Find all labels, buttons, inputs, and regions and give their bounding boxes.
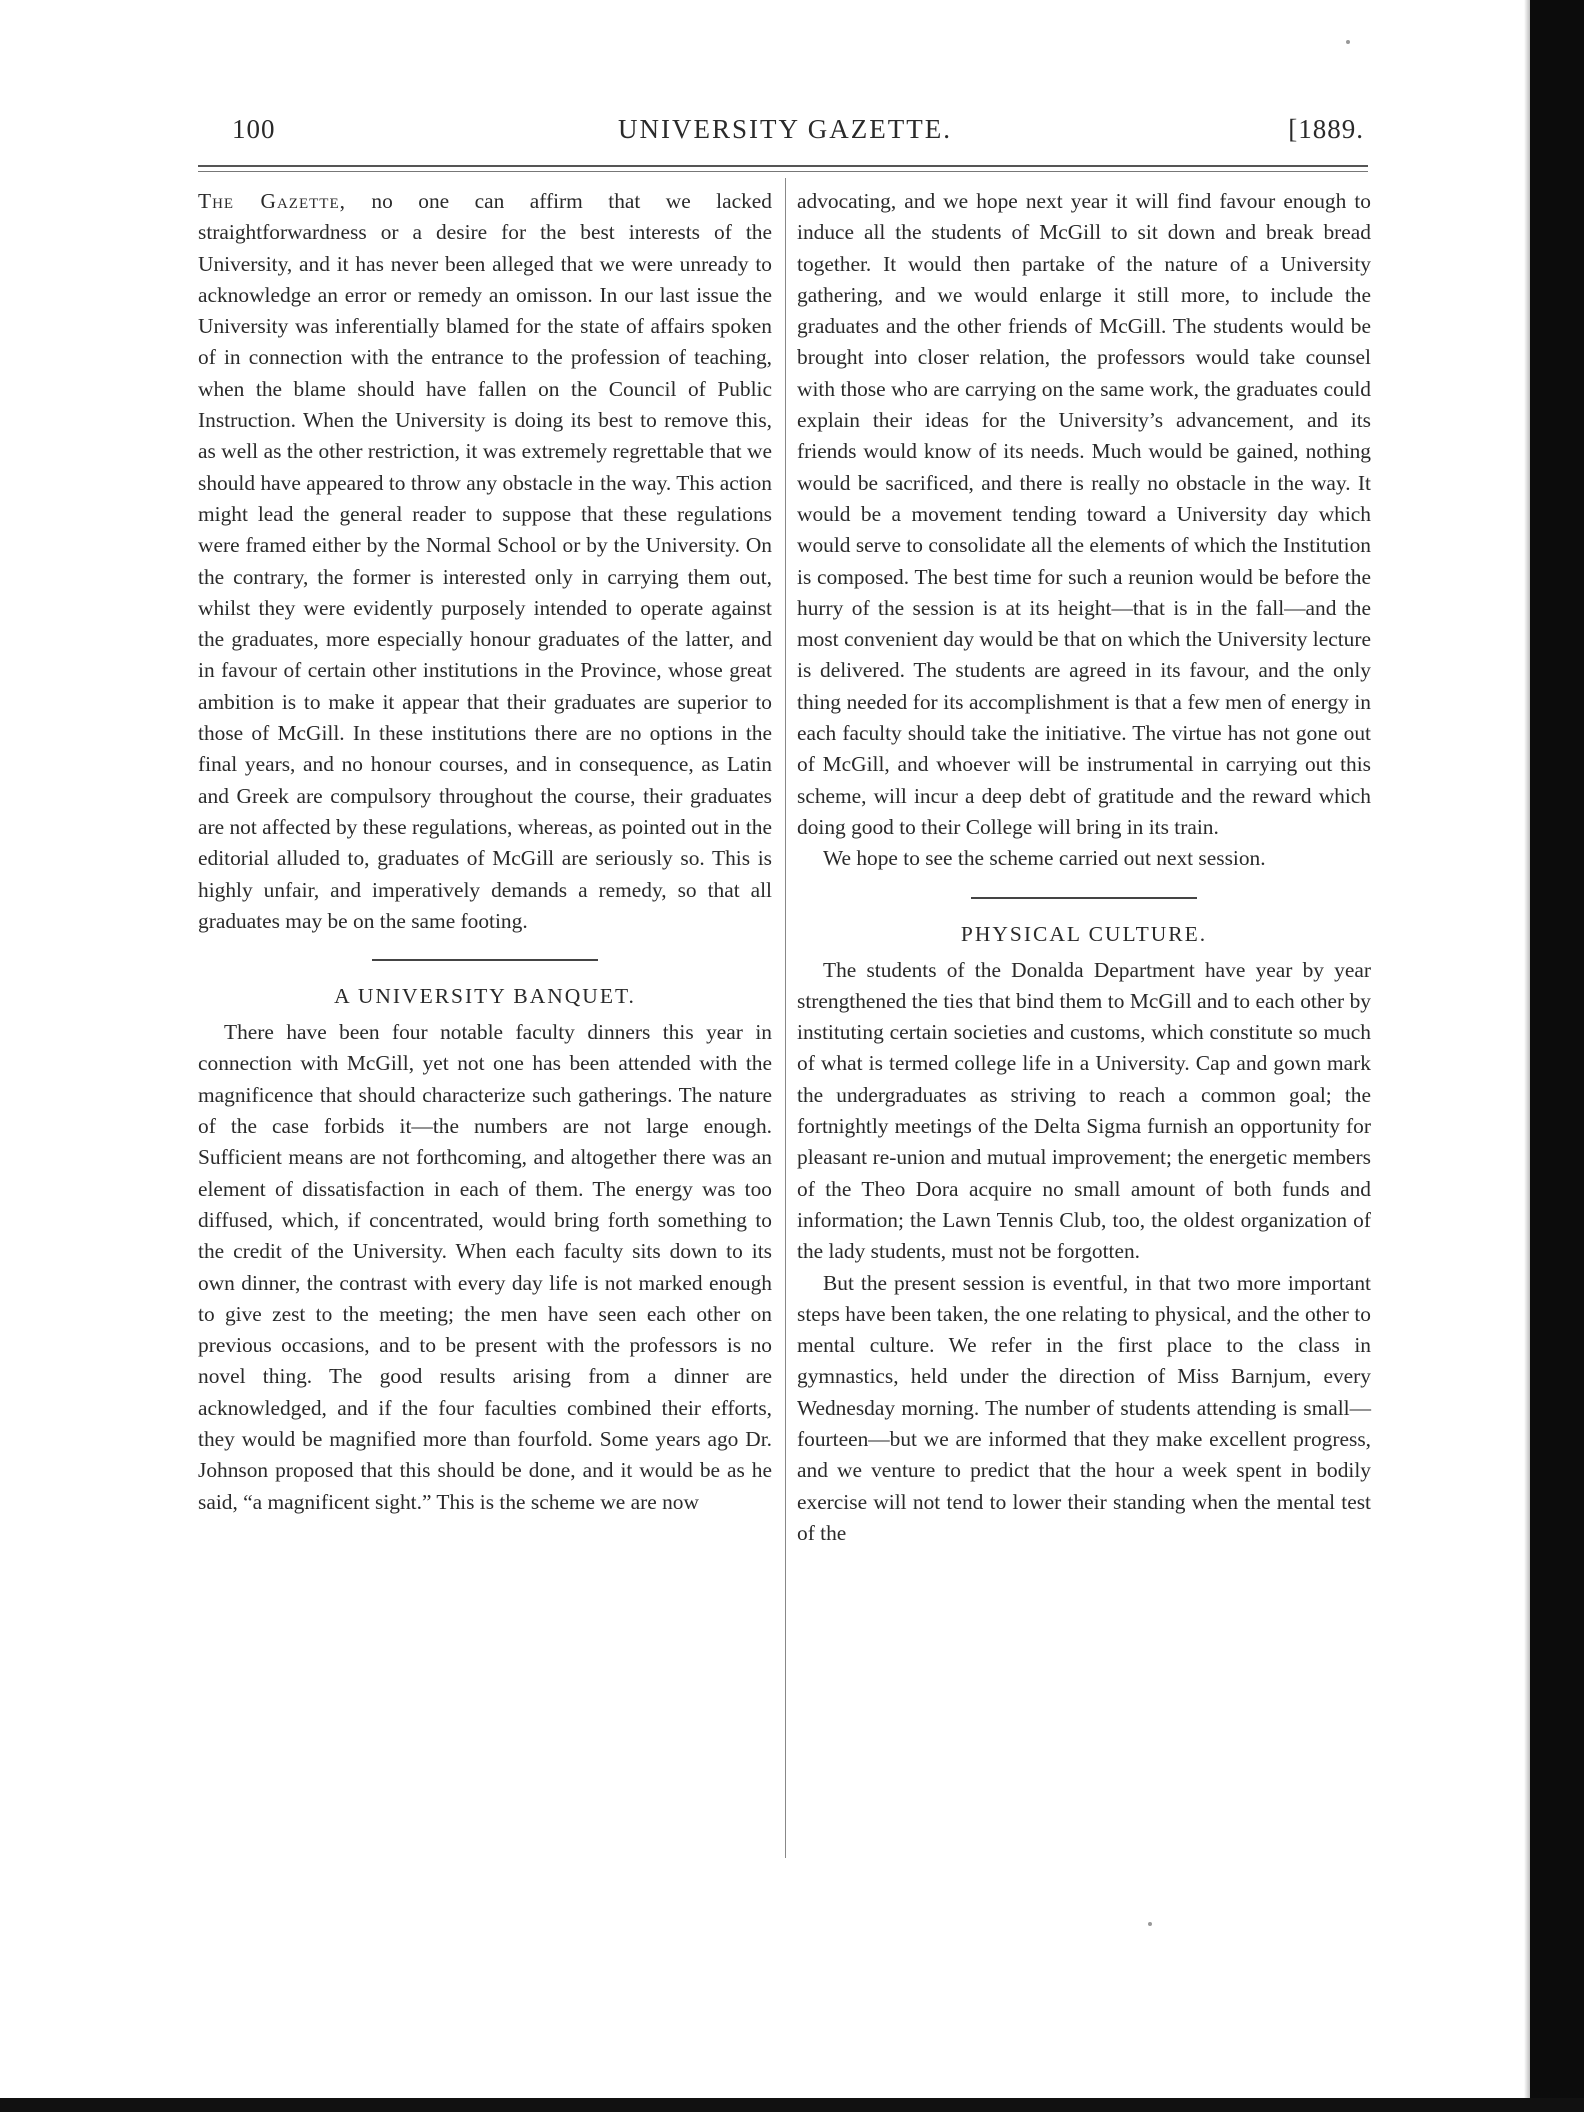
section-separator [971, 897, 1197, 899]
intro-lead: The Gazette, [198, 189, 346, 213]
intro-text: no one can affirm that we lacked straightforwardness or a desire for the best interests of the University, and it has never been alleged that we were unready to acknowledge an error or remedy an omisson. In our last issue the University was inferentially blamed for the state of affairs spoken of in connection with the entrance to the profession of teaching, when the blame should have fallen on the Council of Public Instruction. When the University is doing its best to remove this, as well as the other restriction, it was extremely regrettable that we should have appeared to throw any obstacle in the way. This action might lead the general reader to suppose that these regulations were framed either by the Normal School or by the University. On the contrary, the former is interested only in carrying them out, whilst they were evidently purposely intended to operate against the graduates, more especially honour graduates of the latter, and in favour of certain other institutions in the Province, whose great ambition is to make it appear that their graduates are superior to those of McGill. In these institutions there are no options in the final years, and no honour courses, and in consequence, as Latin and Greek are compulsory throughout the course, their graduates are not affected by these regulations, whereas, as pointed out in the editorial alluded to, graduates of McGill are seriously so. This is highly unfair, and imperatively demands a remedy, so that all graduates may be on the same footing. [198, 189, 772, 933]
running-header [196, 114, 1374, 154]
right-column [797, 186, 1371, 1549]
intro-paragraph [198, 186, 772, 937]
physical-culture-paragraph-1: The students of the Donalda Department have year by year strengthened the ties that bind them to McGill and to each other by instituting certain societies and customs, which constitute so much of what is termed college life in a University. Cap and gown mark the undergraduates as striving to reach a common goal; the fortnightly meetings of the Delta Sigma furnish an opportunity for pleasant re-union and mutual improvement; the energetic members of the Theo Dora acquire no small amount of both funds and information; the Lawn Tennis Club, too, the oldest organization of the lady students, must not be forgotten. [797, 957, 1371, 1264]
banquet-heading: A UNIVERSITY BANQUET. [334, 984, 636, 1009]
header-rule-thin [198, 171, 1368, 172]
physical-culture-paragraph-2: But the present session is eventful, in that two more important steps have been taken, the one relating to physical, and the other to mental culture. We refer in the first place to the class in gymnastics, held under the direction of Miss Barnjum, every Wednesday morning. The number of students attending is small—fourteen—but we are informed that they make excellent progress, and we venture to predict that the hour a week spent in bodily exercise will not tend to lower their standing when the mental test of the [797, 1270, 1371, 1545]
page-edge [1530, 0, 1584, 2112]
left-column [198, 186, 772, 1518]
section-separator [372, 959, 598, 961]
bottom-edge [0, 2098, 1584, 2112]
running-title: UNIVERSITY GAZETTE. [618, 114, 952, 144]
speck-mark [1148, 1922, 1152, 1926]
banquet-closing-paragraph: We hope to see the scheme carried out next session. [823, 846, 1266, 871]
header-rule [198, 165, 1368, 167]
banquet-continued-paragraph: advocating, and we hope next year it will find favour enough to induce all the students of McGill to sit down and break bread together. It would then partake of the nature of a University gathering, and we would enlarge it still more, to include the graduates and the other friends of McGill. The students would be brought into closer relation, the professors would take counsel with those who are carrying on the same work, the graduates could explain their ideas for the University’s advancement, and its friends would know of its needs. Much would be gained, nothing would be sacrificed, and there is really no obstacle in the way. It would be a movement tending toward a University day which would serve to consolidate all the elements of which the Institution is composed. The best time for such a reunion would be before the hurry of the session is at its height—that is in the fall—and the most convenient day would be that on which the University lecture is delivered. The students are agreed in its favour, and the only thing needed for its accomplishment is that a few men of energy in each faculty should take the initiative. The virtue has not gone out of McGill, and whoever will be instrumental in carrying out this scheme, will incur a deep debt of gratitude and the reward which doing good to their College will bring in its train. [797, 189, 1371, 839]
speck-mark [1346, 40, 1350, 44]
physical-culture-heading: PHYSICAL CULTURE. [960, 921, 1208, 946]
header-date: [1889. [1288, 114, 1364, 144]
page-number: 100 [232, 114, 276, 144]
column-divider [785, 178, 786, 1858]
banquet-paragraph: There have been four notable faculty dinners this year in connection with McGill, yet not one has been attended with the magnificence that should characterize such gatherings. The nature of the case forbids it—the numbers are not large enough. Sufficient means are not forthcoming, and altogether there was an element of dissatisfaction in each of them. The energy was too diffused, which, if concentrated, would bring forth something to the credit of the University. When each faculty sits down to its own dinner, the contrast with every day life is not marked enough to give zest to the meeting; the men have seen each other on previous occasions, and to be present with the professors is no novel thing. The good results arising from a dinner are acknowledged, and if the four faculties combined their efforts, they would be magnified more than fourfold. Some years ago Dr. Johnson proposed that this should be done, and it would be as he said, “a magnificent sight.” This is the scheme we are now [198, 1020, 772, 1514]
